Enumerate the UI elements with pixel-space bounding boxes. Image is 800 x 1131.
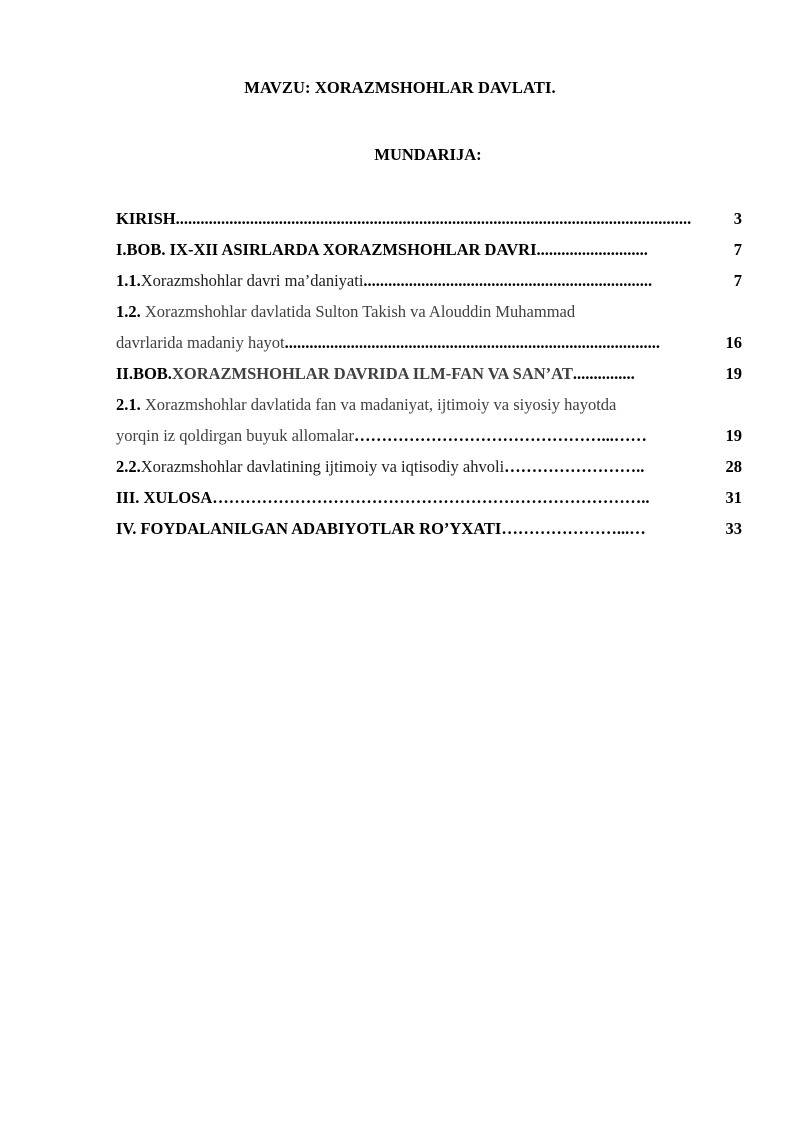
toc-leader-dots: ........................................................................................... — [284, 333, 660, 352]
toc-page-number: 7 — [733, 240, 742, 259]
toc-entry-adabiyotlar — [116, 517, 742, 548]
toc-entry-label: II.BOB. — [116, 364, 172, 383]
toc-entry-bob1 — [116, 238, 742, 269]
toc-heading: MUNDARIJA: — [374, 145, 482, 164]
toc-leader-dots: ...................................................................... — [363, 271, 653, 290]
toc-page-number: 16 — [725, 333, 742, 352]
toc-entry-1-1 — [116, 269, 742, 300]
toc-entry-xulosa — [116, 486, 742, 517]
toc-page-number: 19 — [725, 426, 742, 445]
toc-page-number: 31 — [725, 488, 742, 507]
toc-section-number: 2.1. — [116, 395, 141, 414]
toc-leader-dots: ........................... — [536, 240, 648, 259]
toc-entry-text: yorqin iz qoldirgan buyuk allomalar — [116, 426, 354, 445]
toc-entry-2-2 — [116, 455, 742, 486]
toc-section-number: 2.2. — [116, 457, 141, 476]
toc-entry-text: Xorazmshohlar davlatida fan va madaniyat, ijtimoiy va siyosiy hayotda — [140, 395, 617, 414]
toc-page-number: 33 — [725, 519, 742, 538]
toc-entry-1-2-line1 — [116, 300, 742, 331]
table-of-contents — [116, 207, 742, 548]
document-title: MAVZU: XORAZMSHOHLAR DAVLATI. — [244, 78, 556, 97]
toc-leader-dots: …………………………………………………………………….. — [212, 488, 650, 507]
toc-entry-1-2-line2 — [116, 331, 742, 362]
toc-entry-label: III. XULOSA — [116, 488, 213, 507]
toc-leader-dots: ............................................................................................................................. — [175, 209, 692, 228]
toc-entry-bob2 — [116, 362, 742, 393]
toc-leader-dots: ............... — [572, 364, 635, 383]
toc-entry-label: KIRISH — [116, 209, 176, 228]
toc-page-number: 19 — [725, 364, 742, 383]
toc-entry-kirish — [116, 207, 742, 238]
toc-entry-label: IV. FOYDALANILGAN ADABIYOTLAR RO’YXATI — [116, 519, 502, 538]
toc-leader-dots: …………………...… — [501, 519, 646, 538]
toc-page-number: 28 — [725, 457, 742, 476]
toc-leader-dots: ………………………………………...…… — [353, 426, 647, 445]
toc-section-number: 1.2. — [116, 302, 141, 321]
toc-entry-text: Xorazmshohlar davlatida Sulton Takish va Alouddin Muhammad — [140, 302, 576, 321]
toc-entry-2-1-line2 — [116, 424, 742, 455]
toc-page-number: 7 — [733, 271, 742, 290]
toc-entry-label: I.BOB. IX-XII ASIRLARDA XORAZMSHOHLAR DAVRI — [116, 240, 537, 259]
toc-entry-title: XORAZMSHOHLAR DAVRIDA ILM-FAN VA SAN’AT — [171, 364, 573, 383]
toc-entry-text: Xorazmshohlar davlatining ijtimoiy va iqtisodiy ahvoli — [140, 457, 505, 476]
toc-entry-text: Xorazmshohlar davri ma’daniyati — [140, 271, 364, 290]
toc-entry-2-1-line1 — [116, 393, 742, 424]
toc-entry-text: davrlarida madaniy hayot — [116, 333, 285, 352]
toc-page-number: 3 — [733, 209, 742, 228]
toc-leader-dots: …………………….. — [504, 457, 645, 476]
toc-section-number: 1.1. — [116, 271, 141, 290]
